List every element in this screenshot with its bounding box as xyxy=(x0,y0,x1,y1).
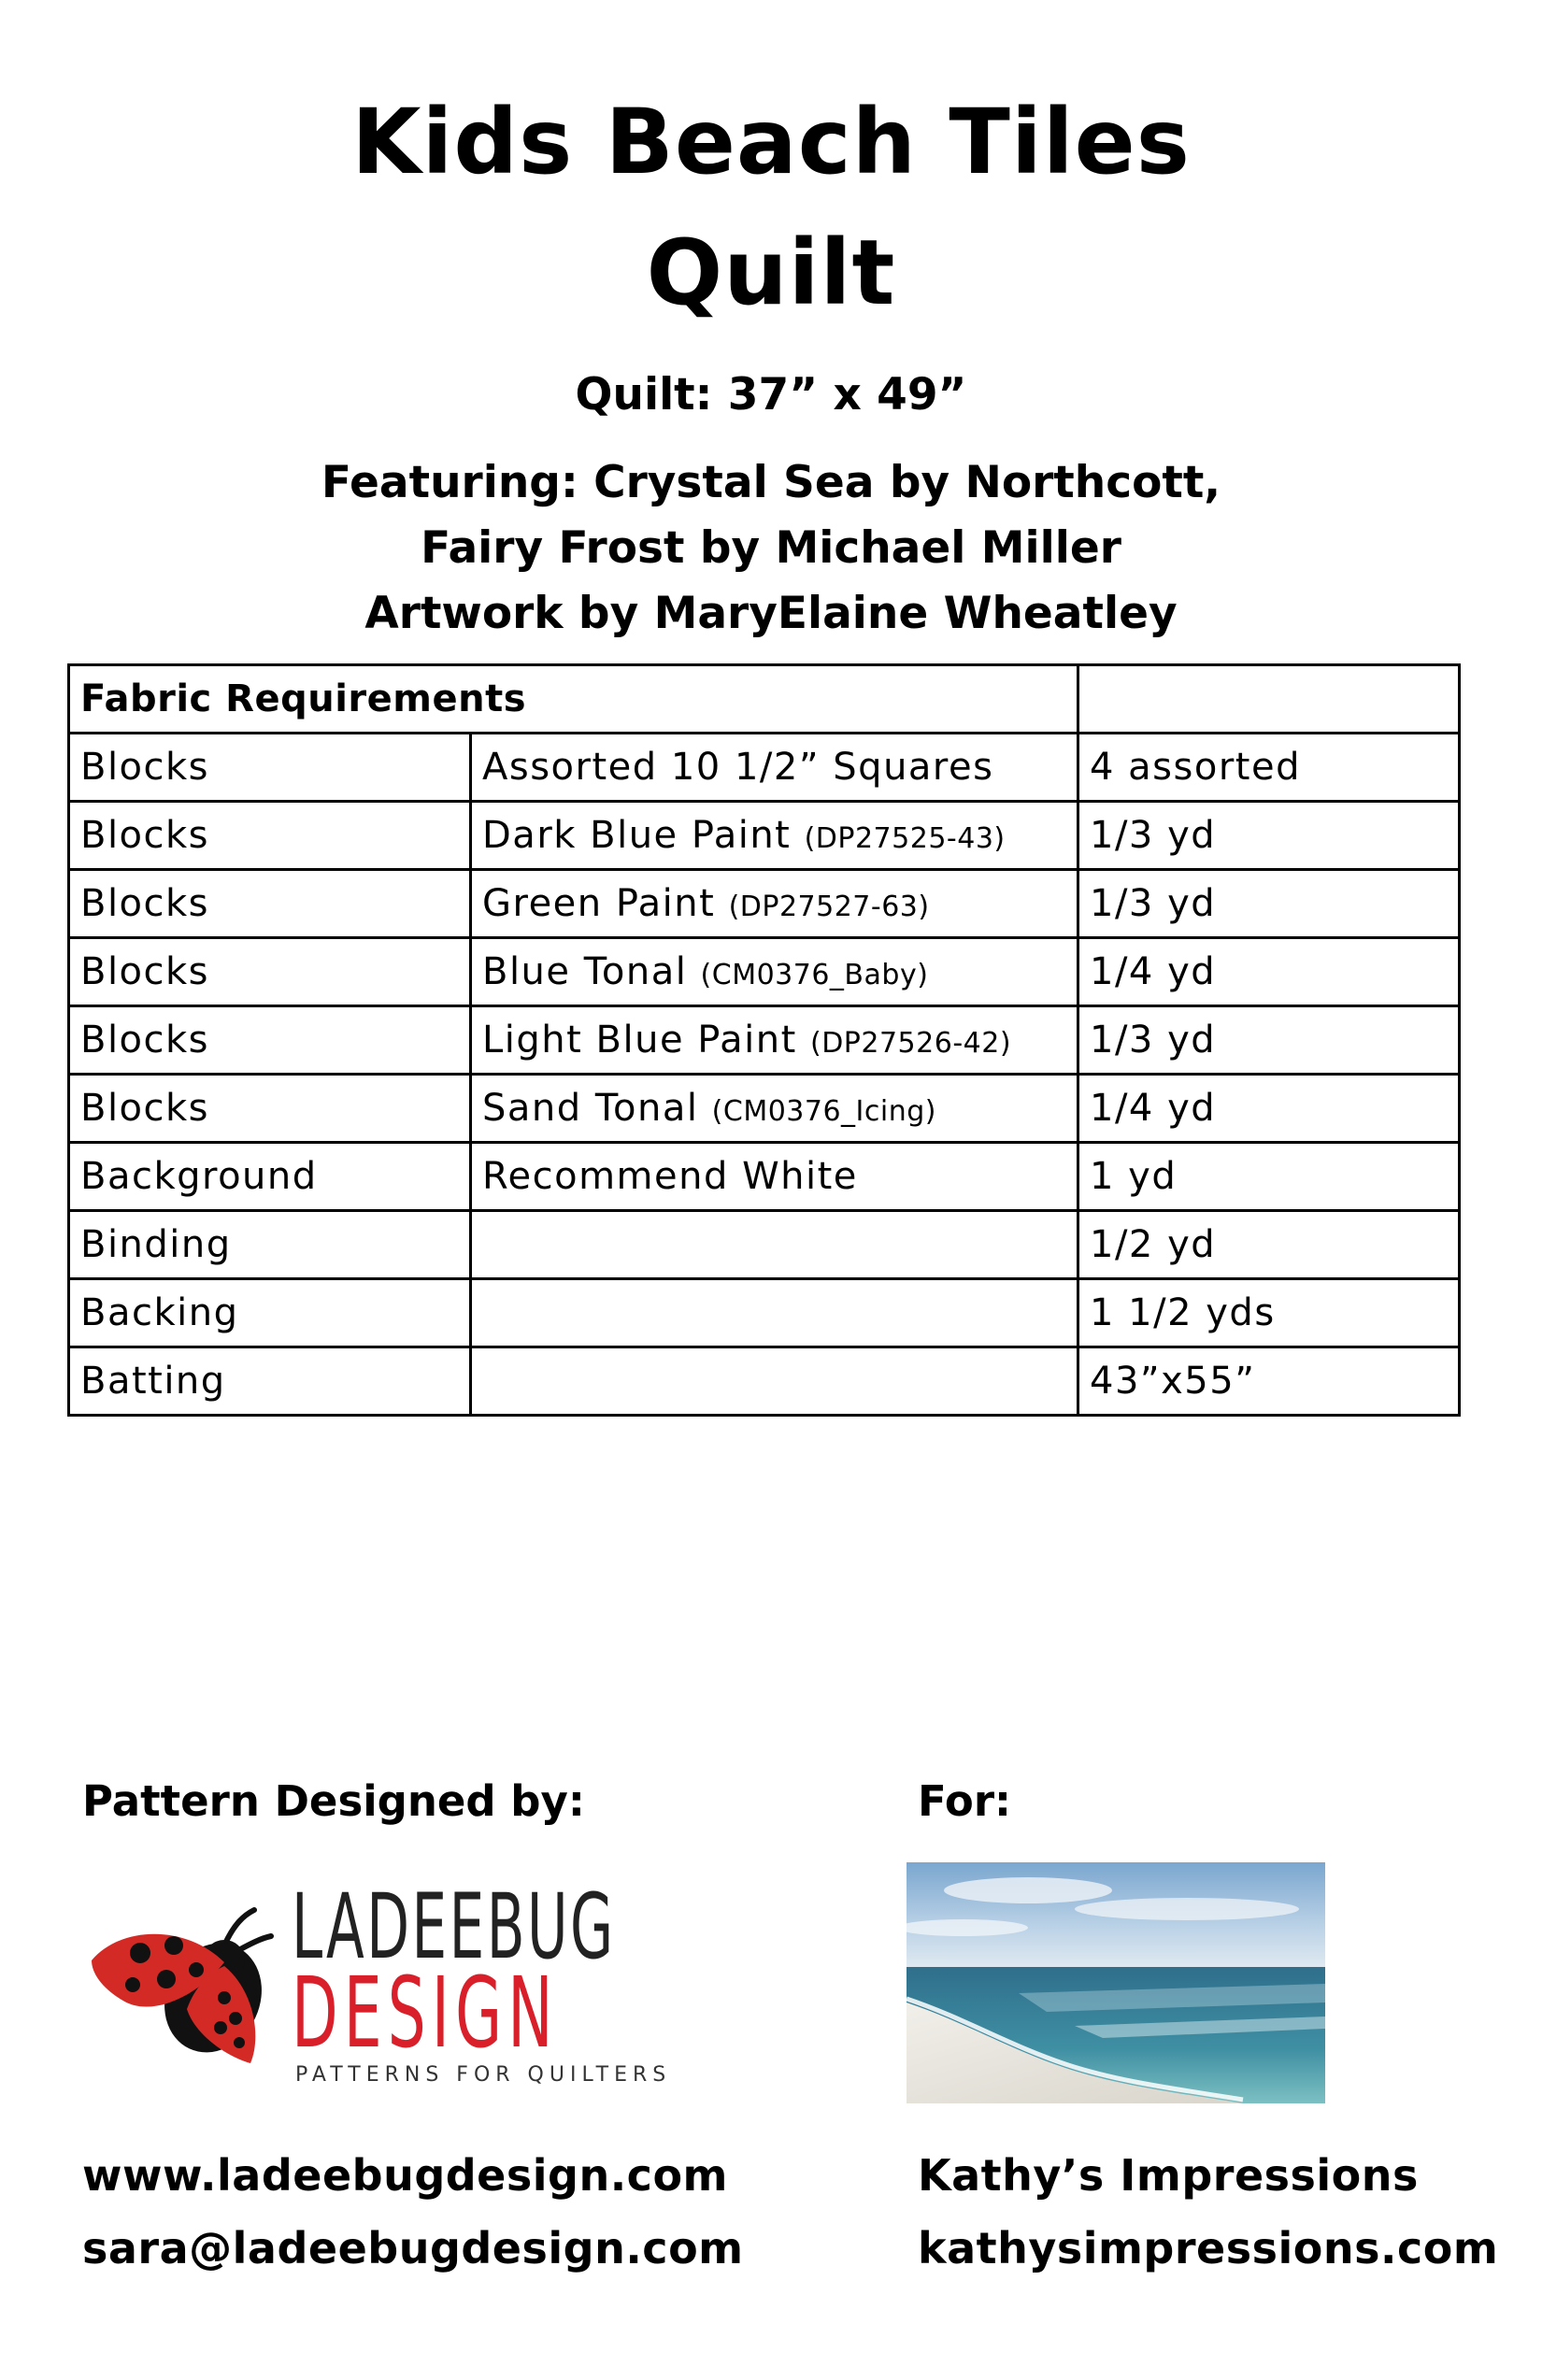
row-use: Binding xyxy=(69,1211,471,1279)
fabric-code: (CM0376_Icing) xyxy=(711,1095,936,1128)
page-title-line-1: Kids Beach Tiles xyxy=(351,90,1191,194)
row-use: Blocks xyxy=(69,1075,471,1143)
fabric-code: (CM0376_Baby) xyxy=(700,959,929,991)
ladybug-icon xyxy=(84,1888,280,2074)
row-use: Batting xyxy=(69,1347,471,1416)
row-use: Blocks xyxy=(69,870,471,938)
table-row xyxy=(69,1347,1460,1416)
table-row xyxy=(69,734,1460,802)
fabric-code: (DP27525-43) xyxy=(804,822,1006,855)
page-title-line-2: Quilt xyxy=(646,221,896,325)
row-fabric xyxy=(471,1347,1078,1416)
logo-tagline: PATTERNS FOR QUILTERS xyxy=(295,2063,672,2087)
row-amount: 43”x55” xyxy=(1078,1347,1460,1416)
quilt-size: Quilt: 37” x 49” xyxy=(575,369,967,420)
designer-label: Pattern Designed by: xyxy=(82,1776,585,1826)
client-website-link[interactable]: kathysimpressions.com xyxy=(918,2223,1499,2273)
fabric-name: Light Blue Paint xyxy=(482,1019,797,1062)
row-use: Backing xyxy=(69,1279,471,1347)
table-row xyxy=(69,1143,1460,1211)
row-fabric xyxy=(471,1279,1078,1347)
row-use: Blocks xyxy=(69,938,471,1006)
row-amount: 1/3 yd xyxy=(1078,802,1460,870)
row-use: Blocks xyxy=(69,802,471,870)
row-amount: 1/3 yd xyxy=(1078,1006,1460,1075)
client-label: For: xyxy=(918,1776,1012,1826)
fabric-name: Blue Tonal xyxy=(482,950,688,993)
fabric-name: Recommend White xyxy=(482,1155,858,1198)
fabric-name: Assorted 10 1/2” Squares xyxy=(482,746,994,789)
table-header-empty xyxy=(1078,665,1460,734)
row-fabric xyxy=(471,1211,1078,1279)
table-row xyxy=(69,870,1460,938)
row-fabric xyxy=(471,870,1078,938)
table-row xyxy=(69,938,1460,1006)
row-fabric xyxy=(471,1006,1078,1075)
row-use: Blocks xyxy=(69,734,471,802)
table-row xyxy=(69,1006,1460,1075)
row-fabric xyxy=(471,734,1078,802)
beach-photo xyxy=(907,1862,1325,2103)
row-fabric xyxy=(471,1075,1078,1143)
row-amount: 1/4 yd xyxy=(1078,938,1460,1006)
row-amount: 1/4 yd xyxy=(1078,1075,1460,1143)
row-amount: 4 assorted xyxy=(1078,734,1460,802)
client-name: Kathy’s Impressions xyxy=(918,2150,1419,2201)
table-header-row xyxy=(69,665,1460,734)
designer-email-link[interactable]: sara@ladeebugdesign.com xyxy=(82,2223,744,2273)
row-use: Background xyxy=(69,1143,471,1211)
fabric-name: Dark Blue Paint xyxy=(482,814,792,857)
logo-text-design: DESIGN xyxy=(292,1956,559,2070)
table-header: Fabric Requirements xyxy=(69,665,1078,734)
fabric-code: (DP27526-42) xyxy=(809,1027,1012,1060)
fabric-name: Sand Tonal xyxy=(482,1087,699,1130)
table-row xyxy=(69,1211,1460,1279)
designer-website-link[interactable]: www.ladeebugdesign.com xyxy=(82,2150,728,2201)
row-amount: 1/3 yd xyxy=(1078,870,1460,938)
featuring-line-3: Artwork by MaryElaine Wheatley xyxy=(364,588,1178,639)
row-amount: 1/2 yd xyxy=(1078,1211,1460,1279)
row-amount: 1 yd xyxy=(1078,1143,1460,1211)
table-row xyxy=(69,1075,1460,1143)
row-fabric xyxy=(471,938,1078,1006)
table-row xyxy=(69,1279,1460,1347)
fabric-name: Green Paint xyxy=(482,882,716,925)
ladeebug-design-logo xyxy=(84,1869,672,2093)
row-fabric xyxy=(471,802,1078,870)
logo-text-ladeebug: LADEEBUG xyxy=(292,1874,616,1979)
fabric-code: (DP27527-63) xyxy=(728,891,930,923)
featuring-line-2: Fairy Frost by Michael Miller xyxy=(421,522,1121,574)
table-row xyxy=(69,802,1460,870)
featuring-line-1: Featuring: Crystal Sea by Northcott, xyxy=(321,457,1221,508)
row-use: Blocks xyxy=(69,1006,471,1075)
row-amount: 1 1/2 yds xyxy=(1078,1279,1460,1347)
row-fabric xyxy=(471,1143,1078,1211)
fabric-requirements-table xyxy=(67,663,1461,1417)
